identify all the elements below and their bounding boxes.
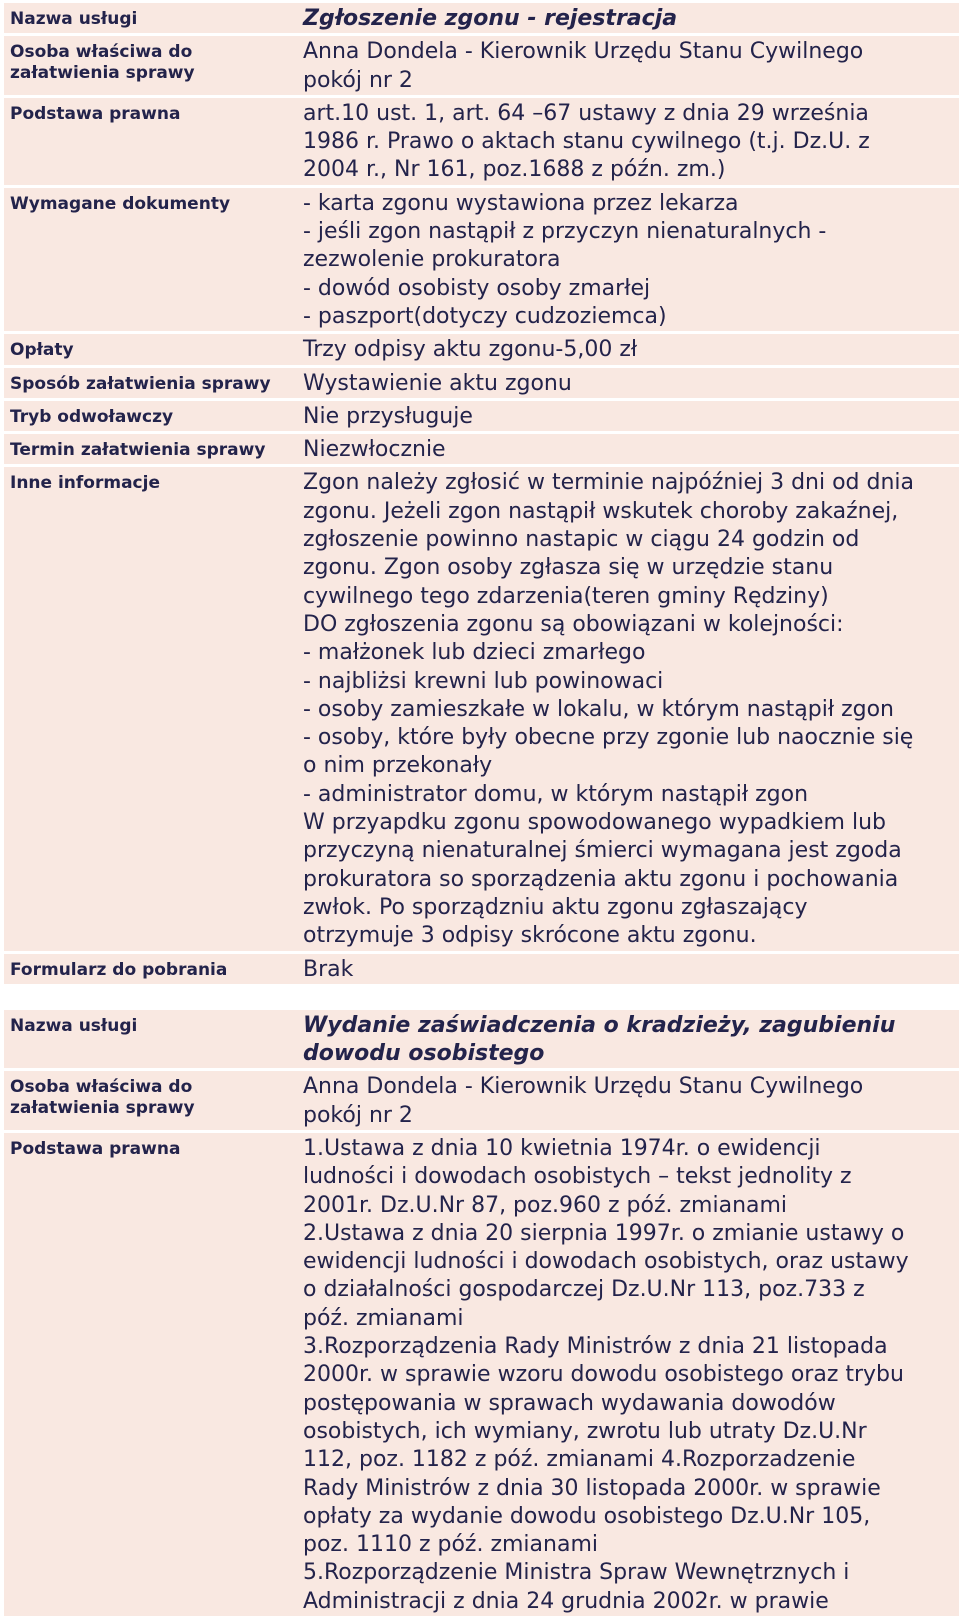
value-line: 3.Rozporządzenia Rady Ministrów z dnia 21 listopada xyxy=(303,1334,888,1360)
value-line: o nim przekonały xyxy=(303,753,493,779)
value-line: Zgon należy zgłosić w terminie najpóźniej 3 dni od dnia xyxy=(303,470,915,496)
table-spacer xyxy=(0,987,960,1007)
value-line: Wystawienie aktu zgonu xyxy=(303,370,572,396)
service-title xyxy=(294,1010,959,1069)
value-line: - najbliżsi krewni lub powinowaci xyxy=(303,668,664,694)
value-line: postępowania w sprawach wydawania dowodów xyxy=(303,1390,836,1416)
service-row xyxy=(4,3,959,33)
value-line: - karta zgonu wystawiona przez lekarza xyxy=(303,190,739,216)
value-line: zezwolenie prokuratora xyxy=(303,247,561,273)
field-label: Podstawa prawna xyxy=(4,98,294,185)
value-line: 1.Ustawa z dnia 10 kwietnia 1974r. o ewidencji xyxy=(303,1135,821,1161)
field-label: Wymagane dokumenty xyxy=(4,188,294,331)
value-line: DO zgłoszenia zgonu są obowiązani w kolejności: xyxy=(303,611,844,637)
value-line: 112, poz. 1182 z póź. zmianami 4.Rozporzadzenie xyxy=(303,1447,856,1473)
value-line: otrzymuje 3 odpisy skrócone aktu zgonu. xyxy=(303,923,757,949)
field-label: Nazwa usługi xyxy=(4,1010,294,1069)
value-line: 1986 r. Prawo o aktach stanu cywilnego (t.j. Dz.U. z xyxy=(303,129,870,155)
field-value xyxy=(294,434,959,464)
value-line: Niezwłocznie xyxy=(303,437,446,463)
field-label: Nazwa usługi xyxy=(4,3,294,33)
value-line: Zgłoszenie zgonu - rejestracja xyxy=(303,6,678,31)
service-title xyxy=(294,3,959,33)
field-label: Osoba właściwa do załatwienia sprawy xyxy=(4,1071,294,1130)
value-line: osobistych, ich wymiany, zwrotu lub utraty Dz.U.Nr xyxy=(303,1418,867,1444)
value-line: - paszport(dotyczy cudzoziemca) xyxy=(303,303,667,329)
value-line: 2000r. w sprawie wzoru dowodu osobistego oraz trybu xyxy=(303,1362,904,1388)
field-label: Osoba właściwa do załatwienia sprawy xyxy=(4,36,294,95)
value-line: poz. 1110 z póź. zmianami xyxy=(303,1532,598,1558)
value-line: o działalności gospodarczej Dz.U.Nr 113, poz.733 z xyxy=(303,1277,865,1303)
value-line: - dowód osobisty osoby zmarłej xyxy=(303,275,651,301)
value-line: cywilnego tego zdarzenia(teren gminy Rędziny) xyxy=(303,583,829,609)
value-line: zgłoszenie powinno nastapic w ciągu 24 godzin od xyxy=(303,527,860,553)
field-label: Formularz do pobrania xyxy=(4,954,294,984)
value-line: prokuratora so sporządzenia aktu zgonu i pochowania xyxy=(303,866,899,892)
service-row xyxy=(4,467,959,950)
field-label: Tryb odwoławczy xyxy=(4,401,294,431)
service-row xyxy=(4,434,959,464)
value-line: - osoby, które były obecne przy zgonie lub naocznie się xyxy=(303,725,914,751)
value-line: W przyapdku zgonu spowodowanego wypadkiem lub xyxy=(303,810,886,836)
value-line: Brak xyxy=(303,956,354,982)
value-line: pokój nr 2 xyxy=(303,1102,413,1128)
service-row xyxy=(4,334,959,364)
field-label: Opłaty xyxy=(4,334,294,364)
value-line: zwłok. Po sporządzniu aktu zgonu zgłaszający xyxy=(303,894,808,920)
field-value xyxy=(294,401,959,431)
value-line: 2.Ustawa z dnia 20 sierpnia 1997r. o zmianie ustawy o xyxy=(303,1220,905,1246)
value-line: zgonu. Jeżeli zgon nastąpił wskutek choroby zakaźnej, xyxy=(303,498,899,524)
field-value xyxy=(294,188,959,331)
value-line: - administrator domu, w którym nastąpił zgon xyxy=(303,781,809,807)
field-value xyxy=(294,334,959,364)
field-value xyxy=(294,1133,959,1616)
value-line: ewidencji ludności i dowodach osobistych, oraz ustawy xyxy=(303,1249,909,1275)
value-line: 2004 r., Nr 161, poz.1688 z późn. zm.) xyxy=(303,157,726,183)
service-row xyxy=(4,98,959,185)
field-label: Termin załatwienia sprawy xyxy=(4,434,294,464)
service-row xyxy=(4,1010,959,1069)
service-row xyxy=(4,36,959,95)
service-row xyxy=(4,401,959,431)
service-row xyxy=(4,1071,959,1130)
field-value xyxy=(294,368,959,398)
service-table-id-loss-certificate xyxy=(4,1007,959,1619)
field-label: Sposób załatwienia sprawy xyxy=(4,368,294,398)
value-line: Wydanie zaświadczenia o kradzieży, zagubieniu xyxy=(303,1012,896,1038)
field-value xyxy=(294,954,959,984)
value-line: art.10 ust. 1, art. 64 –67 ustawy z dnia 29 września xyxy=(303,100,869,126)
value-line: póź. zmianami xyxy=(303,1305,464,1331)
value-line: - jeśli zgon nastąpił z przyczyn nienaturalnych - xyxy=(303,219,827,245)
value-line: Trzy odpisy aktu zgonu-5,00 zł xyxy=(303,337,638,363)
value-line: przyczyną nienaturalnej śmierci wymagana jest zgoda xyxy=(303,838,902,864)
value-line: 2001r. Dz.U.Nr 87, poz.960 z póź. zmianami xyxy=(303,1192,788,1218)
value-line: zgonu. Zgon osoby zgłasza się w urzędzie stanu xyxy=(303,555,834,581)
value-line: Administracji z dnia 24 grudnia 2002r. w prawie xyxy=(303,1588,829,1614)
value-line: opłaty za wydanie dowodu osobistego Dz.U.Nr 105, xyxy=(303,1503,871,1529)
value-line: - małżonek lub dzieci zmarłego xyxy=(303,640,646,666)
service-row xyxy=(4,188,959,331)
value-line: Anna Dondela - Kierownik Urzędu Stanu Cywilnego xyxy=(303,39,864,65)
service-table-death-registration xyxy=(4,0,959,987)
service-row xyxy=(4,954,959,984)
field-value xyxy=(294,98,959,185)
value-line: ludności i dowodach osobistych – tekst jednolity z xyxy=(303,1164,852,1190)
field-value xyxy=(294,1071,959,1130)
value-line: dowodu osobistego xyxy=(303,1041,545,1067)
value-line: Nie przysługuje xyxy=(303,403,473,429)
field-label: Podstawa prawna xyxy=(4,1133,294,1616)
value-line: Rady Ministrów z dnia 30 listopada 2000r. w sprawie xyxy=(303,1475,881,1501)
service-row xyxy=(4,368,959,398)
value-line: pokój nr 2 xyxy=(303,67,413,93)
value-line: 5.Rozporządzenie Ministra Spraw Wewnętrznych i xyxy=(303,1560,850,1586)
value-line: Anna Dondela - Kierownik Urzędu Stanu Cywilnego xyxy=(303,1074,864,1100)
field-value xyxy=(294,36,959,95)
field-value xyxy=(294,467,959,950)
field-label: Inne informacje xyxy=(4,467,294,950)
service-row xyxy=(4,1133,959,1616)
value-line: - osoby zamieszkałe w lokalu, w którym nastąpił zgon xyxy=(303,696,894,722)
